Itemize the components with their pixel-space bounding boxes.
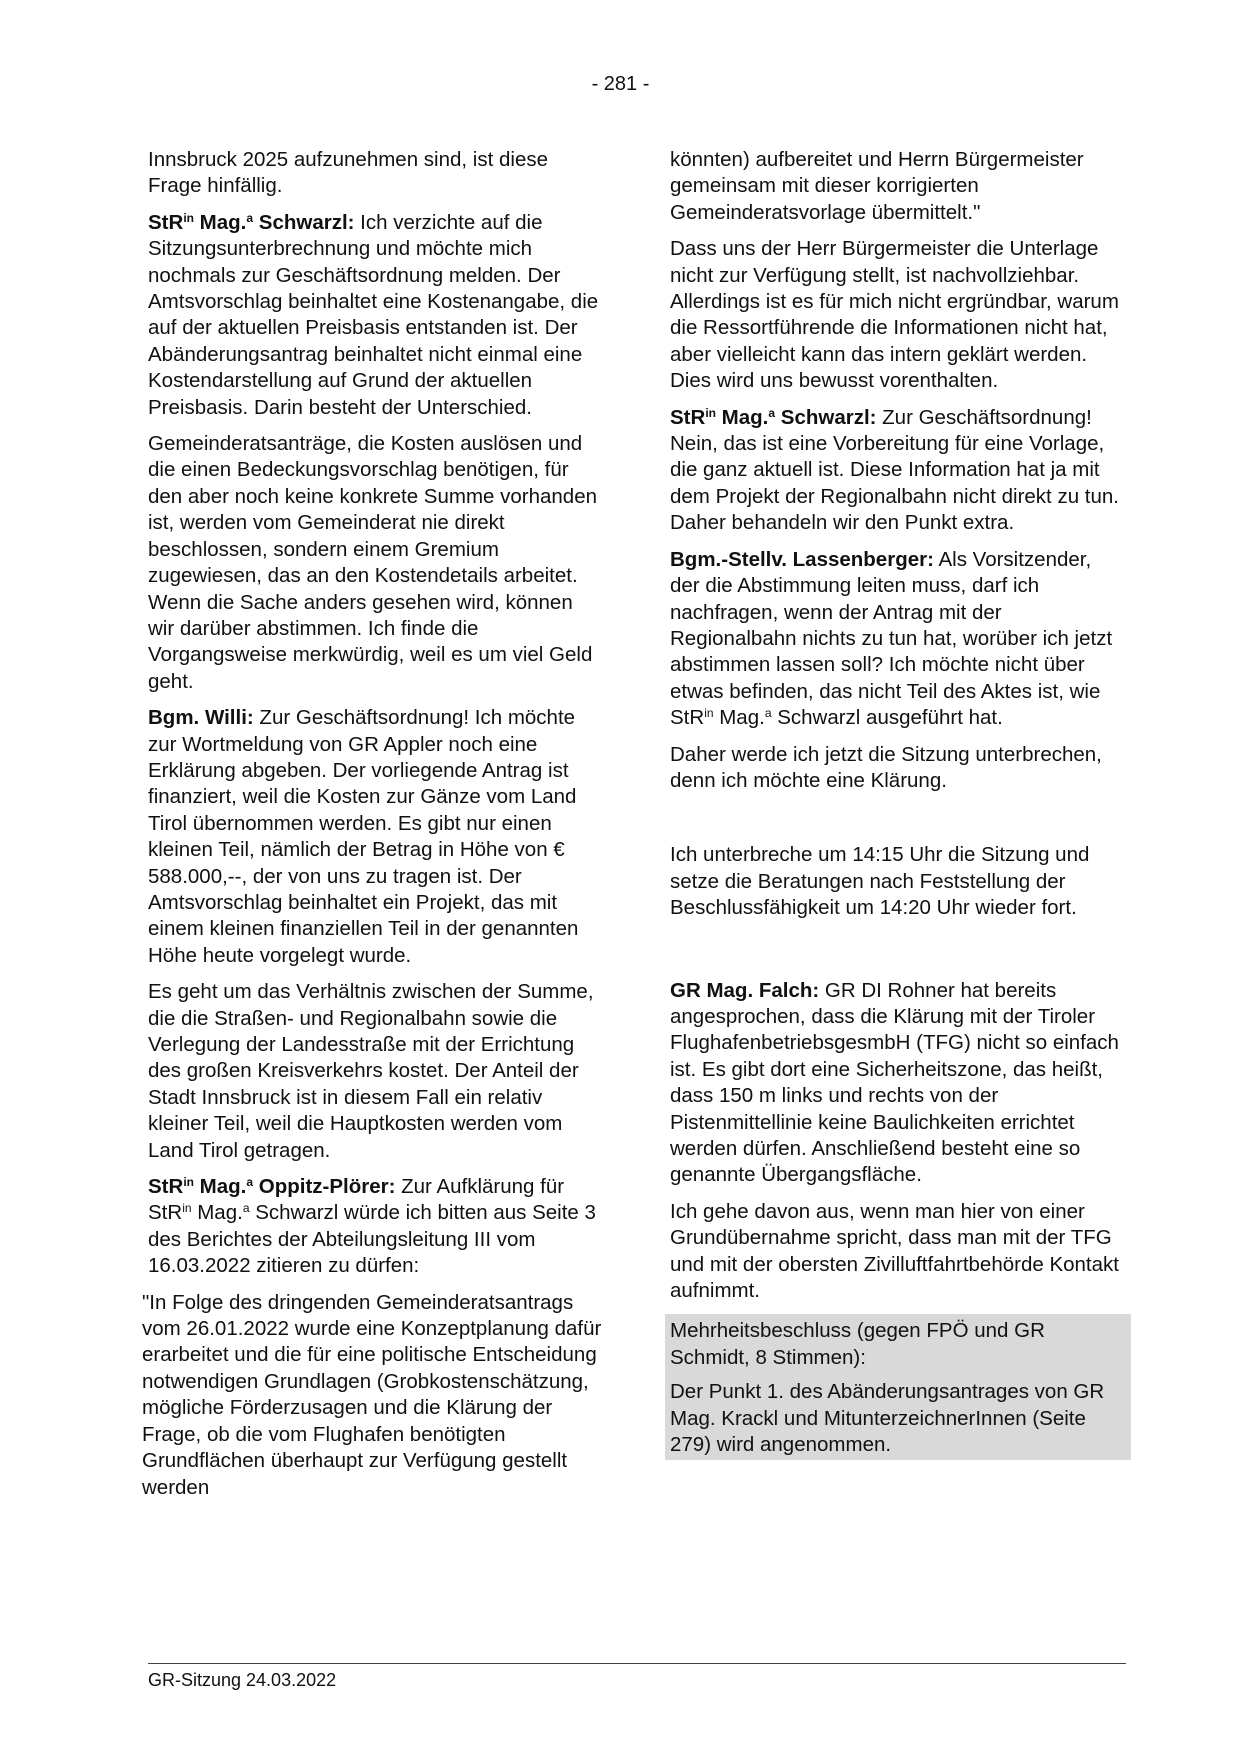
- speaker-name: GR Mag. Falch:: [670, 978, 820, 1002]
- page-number: - 281 -: [591, 73, 650, 95]
- speech-text: Ich verzichte auf die Sitzungsunterbrechnung und möchte mich nochmals zur Geschäftsordnung melden. Der Amtsvorschlag beinhaltet eine Kostenangabe, die auf der aktuellen Preisbasis entstanden ist. Der Abänderungsantrag beinhaltet nicht einmal eine Kostendarstellung auf Grund der aktuellen Preisbasis. Darin besteht der Unterschied.: [148, 210, 599, 419]
- footer-session-date: GR-Sitzung 24.03.2022: [148, 1670, 337, 1690]
- speaker-name: StR$^{in}$ Mag.$^a$ Schwarzl:: [670, 405, 877, 429]
- paragraph: Innsbruck 2025 aufzunehmen sind, ist diese Frage hinfällig.: [148, 148, 549, 198]
- speech-paragraph: [148, 210, 604, 421]
- quote-paragraph: "In Folge des dringenden Gemeinderatsantrags vom 26.01.2022 wurde eine Konzeptplanung dafür erarbeitet und die für eine politische Entscheidung notwendigen Grundlagen (Grobkostenschätzung, mögliche Förderzusagen und die Klärung der Frage, ob die vom Flughafen benötigten Grundflächen überhaupt zur Verfügung gestellt werden: [142, 1290, 602, 1499]
- footer-divider: [148, 1663, 1126, 1664]
- resolution-vote: Mehrheitsbeschluss (gegen FPÖ und GR Schmidt, 8 Stimmen):: [670, 1319, 1045, 1369]
- paragraph: Es geht um das Verhältnis zwischen der Summe, die die Straßen- und Regionalbahn sowie die Verlegung der Landesstraße mit der Errichtung des großen Kreisverkehrs kostet. Der Anteil der Stadt Innsbruck ist in diesem Fall ein relativ kleiner Teil, weil die Hauptkosten werden vom Land Tirol getragen.: [148, 980, 594, 1162]
- paragraph: Gemeinderatsanträge, die Kosten auslösen und die einen Bedeckungsvorschlag benötigen, für den aber noch keine konkrete Summe vorhanden ist, werden vom Gemeinderat nie direkt beschlossen, sondern einem Gremium zugewiesen, das an den Kostendetails arbeitet. Wenn die Sache anders gesehen wird, können wir darüber abstimmen. Ich finde die Vorgangsweise merkwürdig, weil es um viel Geld geht.: [148, 432, 598, 693]
- session-break-note: Ich unterbreche um 14:15 Uhr die Sitzung und setze die Beratungen nach Feststellung der Beschlussfähigkeit um 14:20 Uhr wieder fort.: [670, 843, 1090, 920]
- paragraph: könnten) aufbereitet und Herrn Bürgermeister gemeinsam mit dieser korrigierten Gemeinderatsvorlage übermittelt.": [670, 148, 1084, 224]
- speech-text: GR DI Rohner hat bereits angesprochen, dass die Klärung mit der Tiroler FlughafenbetriebsgesmbH (TFG) nicht so einfach ist. Es gibt dort eine Sicherheitszone, das heißt, dass 150 m links und rechts von der Pistenmittellinie keine Baulichkeiten errichtet werden dürfen. Anschließend besteht eine so genannte Übergangsfläche.: [670, 978, 1119, 1187]
- paragraph: Dass uns der Herr Bürgermeister die Unterlage nicht zur Verfügung stellt, ist nachvollziehbar. Allerdings ist es für mich nicht ergründbar, warum die Ressortführende die Informationen nicht hat, aber vielleicht kann das intern geklärt werden. Dies wird uns bewusst vorenthalten.: [670, 237, 1119, 393]
- right-column: [670, 147, 1126, 1460]
- speaker-name: StR$^{in}$ Mag.$^a$ Schwarzl:: [148, 210, 355, 234]
- speaker-name: Bgm.-Stellv. Lassenberger:: [670, 547, 934, 571]
- speech-paragraph: [670, 547, 1126, 732]
- speech-paragraph: [148, 705, 604, 969]
- speech-text: Als Vorsitzender, der die Abstimmung leiten muss, darf ich nachfragen, wenn der Antrag mit der Regionalbahn nichts zu tun hat, worüber ich jetzt abstimmen lassen soll? Ich möchte nicht über etwas befinden, das nicht Teil des Aktes ist, wie StR$^{in}$ Mag.$^a$ Schwarzl ausgeführt hat.: [670, 547, 1113, 730]
- speech-paragraph: [670, 405, 1126, 537]
- speaker-name: Bgm. Willi:: [148, 706, 254, 730]
- speech-paragraph: [670, 978, 1126, 1189]
- paragraph: Ich gehe davon aus, wenn man hier von einer Grundübernahme spricht, dass man mit der TFG und mit der obersten Zivilluftfahrtbehörde Kontakt aufnimmt.: [670, 1199, 1119, 1303]
- speaker-name: StR$^{in}$ Mag.$^a$ Oppitz-Plörer:: [148, 1175, 396, 1199]
- left-column: [142, 147, 604, 1511]
- speech-text: Zur Geschäftsordnung! Ich möchte zur Wortmeldung von GR Appler noch eine Erklärung abgeben. Der vorliegende Antrag ist finanziert, weil die Kosten zur Gänze vom Land Tirol übernommen werden. Es gibt nur einen kleinen Teil, nämlich der Betrag in Höhe von € 588.000,--, der von uns zu tragen ist. Der Amtsvorschlag beinhaltet ein Projekt, das mit einem kleinen finanziellen Teil in der genannten Höhe heute vorgelegt wurde.: [148, 706, 579, 967]
- resolution-text: Der Punkt 1. des Abänderungsantrages von GR Mag. Krackl und MitunterzeichnerInnen (Seite 279) wird angenommen.: [670, 1380, 1105, 1457]
- paragraph: Daher werde ich jetzt die Sitzung unterbrechen, denn ich möchte eine Klärung.: [670, 742, 1102, 792]
- speech-text: Zur Aufklärung für StR$^{in}$ Mag.$^a$ Schwarzl würde ich bitten aus Seite 3 des Berichtes der Abteilungsleitung III vom 16.03.2022 zitieren zu dürfen:: [148, 1175, 596, 1278]
- speech-paragraph: [148, 1174, 604, 1280]
- resolution-box: [665, 1314, 1131, 1460]
- speech-text: Zur Geschäftsordnung! Nein, das ist eine Vorbereitung für eine Vorlage, die ganz aktuell ist. Diese Information hat ja mit dem Projekt der Regionalbahn nicht direkt zu tun. Daher behandeln wir den Punkt extra.: [670, 405, 1119, 535]
